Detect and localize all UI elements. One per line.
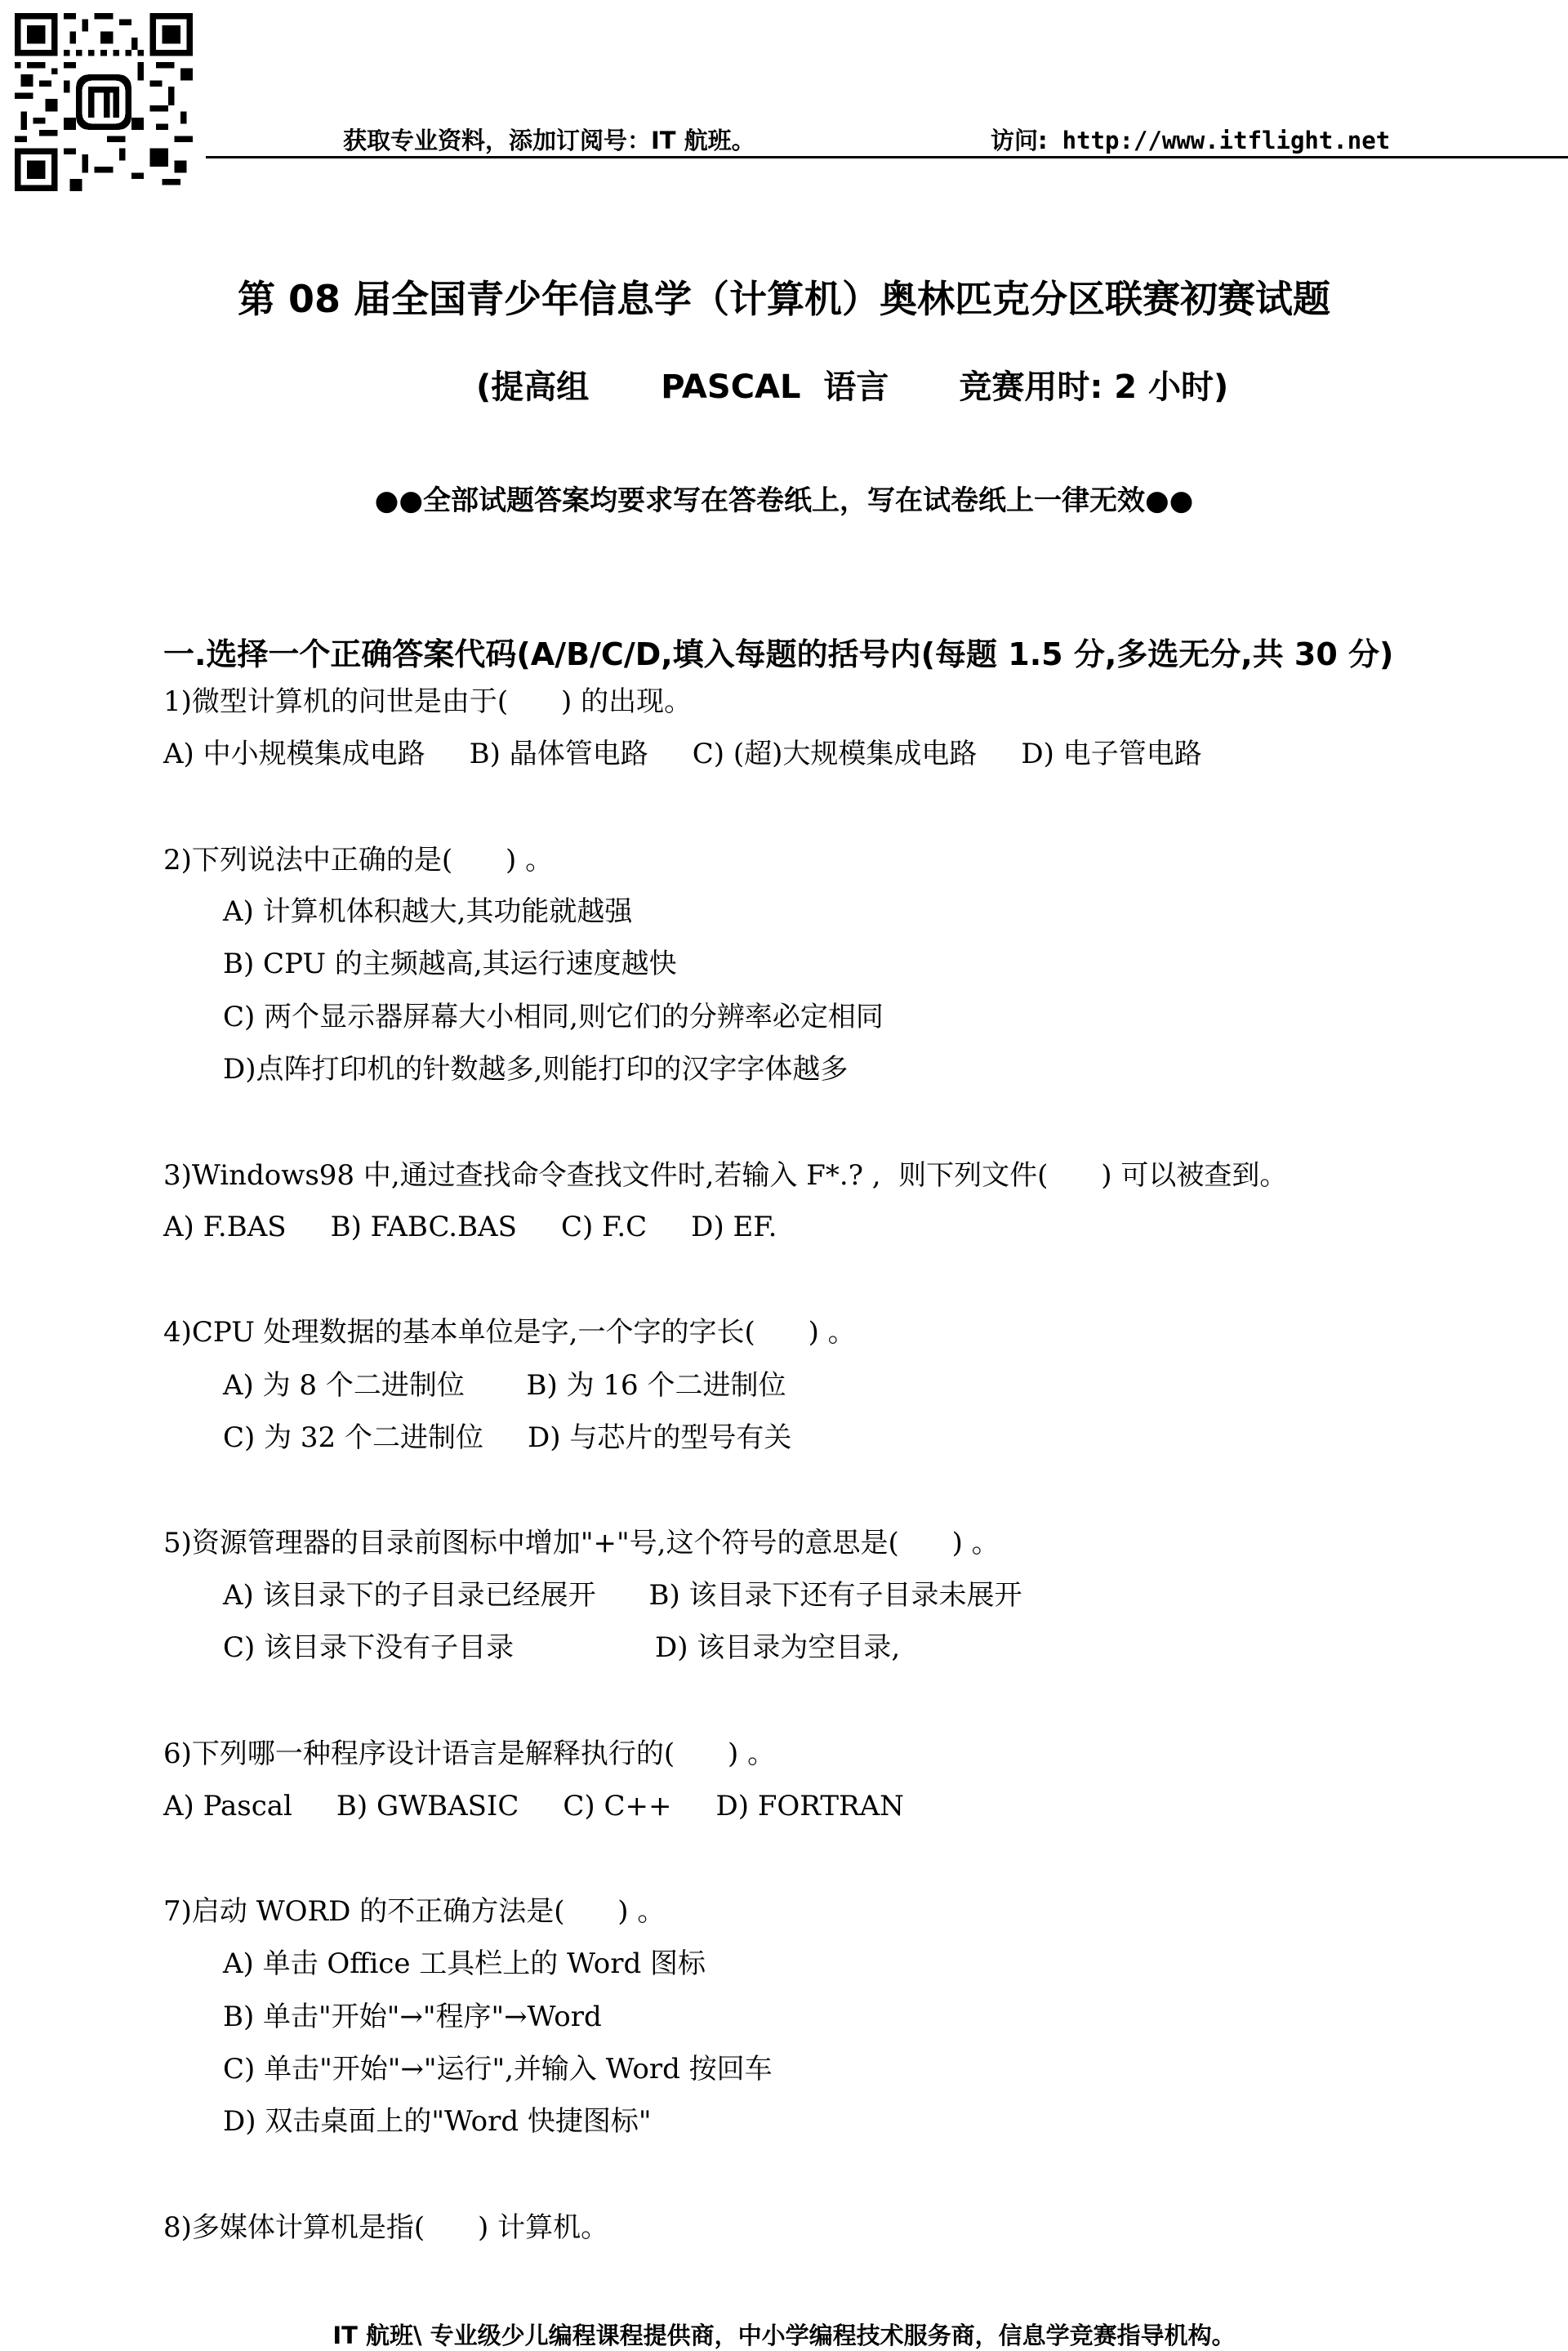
- question-4-stem: 4)CPU 处理数据的基本单位是字,一个字的字长( ) 。: [163, 1316, 856, 1349]
- header-visit: [991, 123, 1390, 156]
- question-8-stem: 8)多媒体计算机是指( ) 计算机。: [163, 2211, 609, 2244]
- section-heading: 一.选择一个正确答案代码(A/B/C/D,填入每题的括号内(每题 1.5 分,多选无分,共 30 分): [163, 636, 1394, 672]
- question-5-options-ab: A) 该目录下的子目录已经展开 B) 该目录下还有子目录未展开: [223, 1579, 1022, 1612]
- question-4-options-ab: A) 为 8 个二进制位 B) 为 16 个二进制位: [223, 1369, 786, 1402]
- exam-notice: ●●全部试题答案均要求写在答卷纸上，写在试卷纸上一律无效●●: [374, 484, 1194, 517]
- subtitle-language: PASCAL 语言: [661, 368, 889, 406]
- question-3-stem: 3)Windows98 中,通过查找命令查找文件时,若输入 F*.? , 则下列文件( ) 可以被查到。: [163, 1159, 1288, 1192]
- page-footer: IT 航班\ 专业级少儿编程课程提供商，中小学编程技术服务商，信息学竞赛指导机构。: [332, 2322, 1236, 2349]
- question-7-stem: 7)启动 WORD 的不正确方法是( ) 。: [163, 1895, 666, 1928]
- subtitle-group: (提高组: [476, 368, 590, 406]
- question-1-stem: 1)微型计算机的问世是由于( ) 的出现。: [163, 685, 693, 718]
- qr-code: [15, 13, 193, 191]
- question-2-option-a: A) 计算机体积越大,其功能就越强: [223, 895, 633, 928]
- page-subtitle: [476, 361, 1228, 408]
- header-url[interactable]: http://www.itflight.net: [1062, 127, 1391, 154]
- header-promo: 获取专业资料，添加订阅号：IT 航班。: [343, 127, 755, 154]
- question-2-stem: 2)下列说法中正确的是( ) 。: [163, 844, 554, 877]
- question-6-stem: 6)下列哪一种程序设计语言是解释执行的( ) 。: [163, 1738, 776, 1770]
- question-7-option-a: A) 单击 Office 工具栏上的 Word 图标: [223, 1947, 706, 1980]
- page-title: 第 08 届全国青少年信息学（计算机）奥林匹克分区联赛初赛试题: [237, 277, 1331, 321]
- question-7-option-d: D) 双击桌面上的"Word 快捷图标": [223, 2105, 652, 2138]
- question-2-option-b: B) CPU 的主频越高,其运行速度越快: [223, 948, 677, 980]
- subtitle-time: 竞赛用时: 2 小时): [959, 368, 1229, 406]
- question-1-options: A) 中小规模集成电路 B) 晶体管电路 C) (超)大规模集成电路 D) 电子管电路: [163, 738, 1202, 770]
- visit-label: 访问:: [991, 127, 1048, 154]
- question-4-options-cd: C) 为 32 个二进制位 D) 与芯片的型号有关: [223, 1421, 792, 1454]
- question-7-option-c: C) 单击"开始"→"运行",并输入 Word 按回车: [223, 2053, 773, 2086]
- question-2-option-d: D)点阵打印机的针数越多,则能打印的汉字字体越多: [223, 1053, 849, 1086]
- question-3-options: A) F.BAS B) FABC.BAS C) F.C D) EF.: [163, 1211, 777, 1243]
- question-6-options: A) Pascal B) GWBASIC C) C++ D) FORTRAN: [163, 1790, 904, 1822]
- question-2-option-c: C) 两个显示器屏幕大小相同,则它们的分辨率必定相同: [223, 1001, 884, 1033]
- question-7-option-b: B) 单击"开始"→"程序"→Word: [223, 2001, 602, 2033]
- header-rule: [206, 156, 1568, 158]
- question-5-stem: 5)资源管理器的目录前图标中增加"+"号,这个符号的意思是( ) 。: [163, 1527, 1000, 1559]
- question-5-options-cd: C) 该目录下没有子目录 D) 该目录为空目录,: [223, 1631, 901, 1664]
